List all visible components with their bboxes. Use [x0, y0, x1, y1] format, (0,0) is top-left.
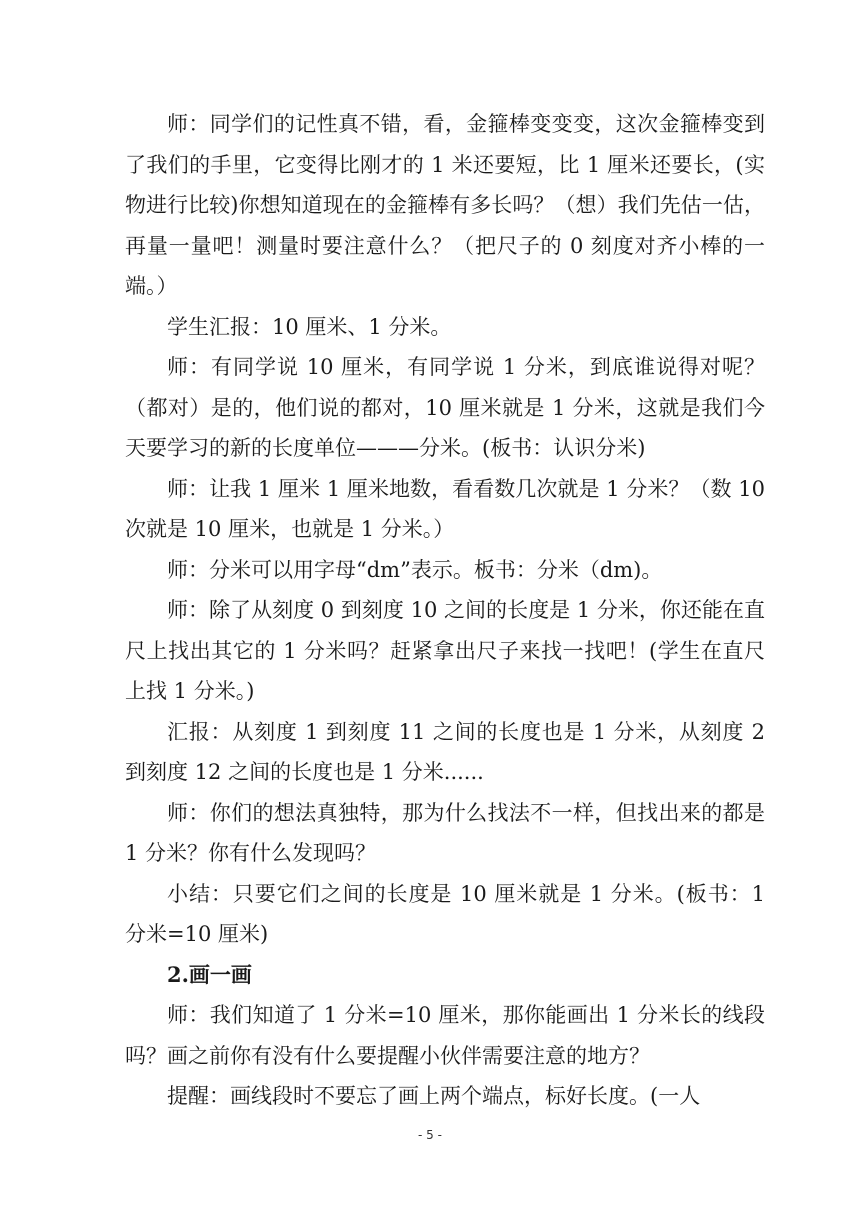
document-body — [125, 104, 765, 1117]
page-number: - 5 - — [418, 1128, 442, 1142]
paragraph-teacher-both-correct: 师：有同学说 10 厘米，有同学说 1 分米，到底谁说得对呢？（都对）是的，他们说的都对，10 厘米就是 1 分米，这就是我们今天要学习的新的长度单位———分米。(板书：认识分米) — [125, 355, 765, 460]
paragraph-teacher-count: 师：让我 1 厘米 1 厘米地数，看看数几次就是 1 分米？（数 10 次就是 10 厘米，也就是 1 分米。） — [125, 476, 765, 541]
paragraph-teacher-discovery: 师：你们的想法真独特，那为什么找法不一样，但找出来的都是 1 分米？你有什么发现吗？ — [125, 800, 765, 865]
paragraph-student-report: 学生汇报：10 厘米、1 分米。 — [167, 314, 452, 339]
paragraph-report-scale: 汇报：从刻度 1 到刻度 11 之间的长度也是 1 分米，从刻度 2 到刻度 12 之间的长度也是 1 分米...... — [125, 719, 765, 784]
paragraph-reminder: 提醒：画线段时不要忘了画上两个端点，标好长度。(一人 — [167, 1084, 701, 1108]
paragraph-teacher-dm-symbol: 师：分米可以用字母“dm”表示。板书：分米（dm)。 — [167, 557, 663, 582]
paragraph-teacher-golden-staff: 师：同学们的记性真不错，看，金箍棒变变变，这次金箍棒变到了我们的手里，它变得比刚才的 1 米还要短，比 1 厘米还要长，(实物进行比较)你想知道现在的金箍棒有多长吗？（想）我们先估一估，再量一量吧！测量时要注意什么？（把尺子的 0 刻度对齐小棒的一端。） — [125, 112, 765, 298]
paragraph-teacher-draw-segment: 师：我们知道了 1 分米=10 厘米，那你能画出 1 分米长的线段吗？画之前你有没有什么要提醒小伙伴需要注意的地方？ — [125, 1003, 765, 1068]
paragraph-summary: 小结：只要它们之间的长度是 10 厘米就是 1 分米。(板书：1 分米=10 厘米) — [125, 881, 765, 946]
section-heading-draw: 2.画一画 — [167, 961, 252, 987]
paragraph-teacher-find-dm: 师：除了从刻度 0 到刻度 10 之间的长度是 1 分米，你还能在直尺上找出其它的 1 分米吗？赶紧拿出尺子来找一找吧！(学生在直尺上找 1 分米。) — [125, 598, 765, 703]
